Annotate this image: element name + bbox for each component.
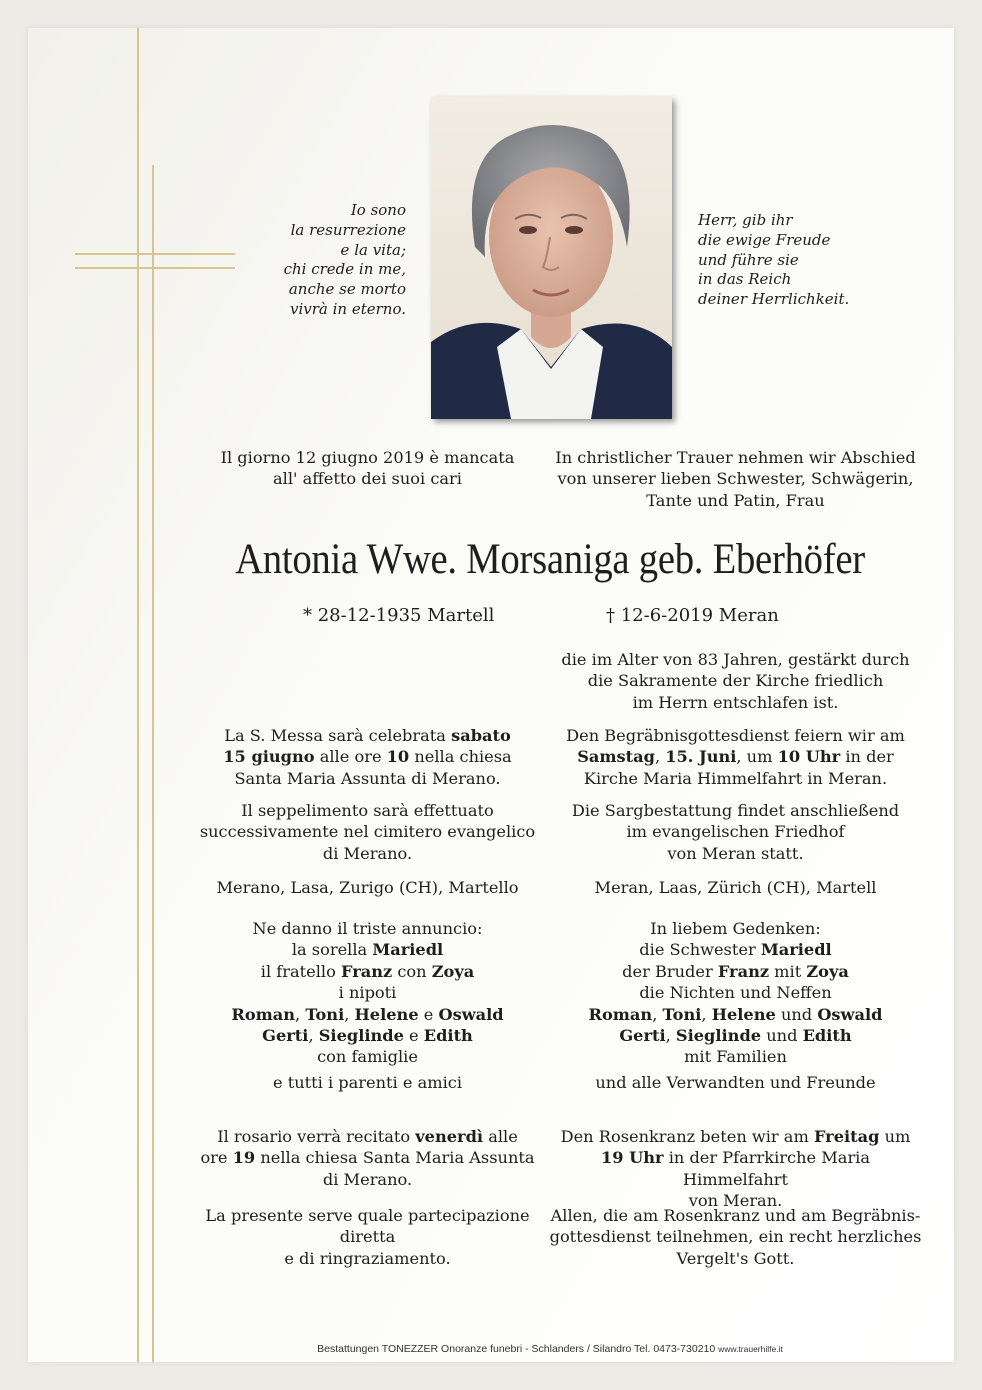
- portrait-photo: [431, 97, 672, 419]
- burial-info-italian: Il seppelimento sarà effettuato successivamente nel cimitero evangelico di Merano.: [199, 801, 536, 863]
- birth-date: * 28-12-1935 Martell: [303, 605, 495, 626]
- rosary-italian: Il rosario verrà recitato venerdì alle ore 19 nella chiesa Santa Maria Assunta di Merano.: [200, 1127, 535, 1189]
- thanks-italian: La presente serve quale partecipazione diretta e di ringraziamento.: [205, 1206, 530, 1268]
- quote-german: Herr, gib ihr die ewige Freude und führe sie in das Reich deiner Herrlichkeit.: [698, 211, 850, 309]
- intro-german: In christlicher Trauer nehmen wir Abschied von unserer lieben Schwester, Schwägerin, Tante und Patin, Frau: [555, 448, 916, 510]
- cross-horizontal-line-1: [75, 253, 235, 255]
- funeral-home-footer: Bestattungen TONEZZER Onoranze funebri - Schlanders / Silandro Tel. 0473-730210 www.trauerhilfe.it: [317, 1343, 783, 1355]
- quote-italian: Io sono la resurrezione e la vita; chi crede in me, anche se morto vivrà in eterno.: [283, 201, 406, 318]
- places-german: Meran, Laas, Zürich (CH), Martell: [594, 878, 877, 897]
- death-date: † 12-6-2019 Meran: [606, 605, 779, 626]
- mourners-italian: Ne danno il triste annuncio: la sorella Mariedl il fratello Franz con Zoya i nipoti Roman, Toni, Helene e Oswald Gerti, Sieglinde e Edith con famiglie e tutti i parenti e amici: [231, 919, 504, 1092]
- mass-info-german: Den Begräbnisgottesdienst feiern wir am Samstag, 15. Juni, um 10 Uhr in der Kirche Maria Himmelfahrt in Meran.: [566, 726, 905, 788]
- mourners-german: In liebem Gedenken: die Schwester Mariedl der Bruder Franz mit Zoya die Nichten und Neffen Roman, Toni, Helene und Oswald Gerti, Sieglinde und Edith mit Familien und alle Verwandten und Freunde: [588, 919, 883, 1092]
- death-note-german: die im Alter von 83 Jahren, gestärkt durch die Sakramente der Kirche friedlich im Herrn entschlafen ist.: [561, 650, 910, 712]
- cross-vertical-line-1: [137, 28, 139, 1362]
- mass-info-italian: La S. Messa sarà celebrata sabato 15 giugno alle ore 10 nella chiesa Santa Maria Assunta di Merano.: [223, 726, 512, 788]
- intro-italian: Il giorno 12 giugno 2019 è mancata all' affetto dei suoi cari: [220, 448, 515, 489]
- footer-website[interactable]: www.trauerhilfe.it: [718, 1344, 783, 1354]
- rosary-german: Den Rosenkranz beten wir am Freitag um 19 Uhr in der Pfarrkirche Maria Himmelfahrt von Meran.: [560, 1127, 911, 1211]
- deceased-name: Antonia Wwe. Morsaniga geb. Eberhöfer: [235, 536, 865, 583]
- places-italian: Merano, Lasa, Zurigo (CH), Martello: [216, 878, 519, 897]
- cross-horizontal-line-2: [75, 267, 235, 269]
- cross-vertical-line-2: [152, 165, 154, 1362]
- burial-info-german: Die Sargbestattung findet anschließend im evangelischen Friedhof von Meran statt.: [571, 801, 900, 863]
- thanks-german: Allen, die am Rosenkranz und am Begräbnis- gottesdienst teilnehmen, ein recht herzliches Vergelt's Gott.: [549, 1206, 922, 1268]
